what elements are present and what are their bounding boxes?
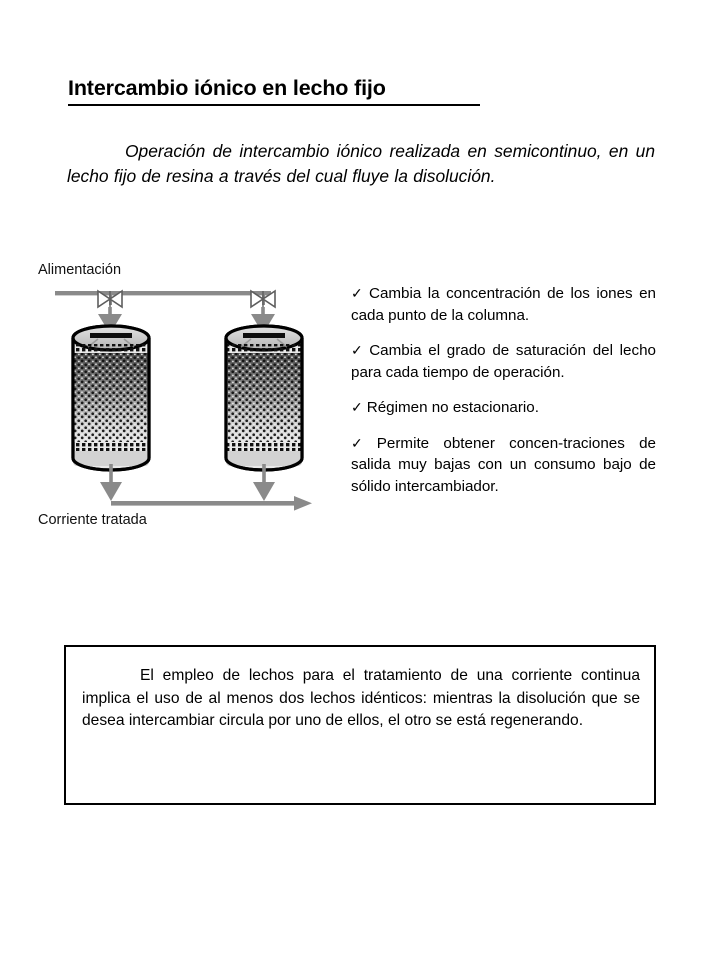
list-item-label: Cambia el grado de saturación del lecho para cada tiempo de operación. (351, 342, 656, 381)
list-item (351, 397, 656, 419)
checkmark-icon: ✓ (351, 342, 366, 359)
feed-valve-column-2 (251, 291, 275, 307)
feed-header-line (55, 291, 271, 295)
list-item-label: Cambia la concentración de los iones en cada punto de la columna. (351, 285, 656, 324)
treated-stream-line (111, 496, 312, 511)
checkmark-icon: ✓ (351, 399, 363, 416)
ion-exchange-column-2 (226, 326, 302, 470)
feature-bullet-list (351, 283, 656, 498)
checkmark-icon: ✓ (351, 434, 373, 451)
list-item (351, 433, 656, 498)
list-item-label: Permite obtener concen-traciones de salida muy bajas con un consumo bajo de sólido intercambiador. (351, 434, 657, 496)
intro-paragraph: Operación de intercambio iónico realizada en semicontinuo, en un lecho fijo de resina a través del cual fluye la disolución. (67, 141, 655, 186)
note-box (64, 645, 656, 805)
outlet-label-text: Corriente tratada (38, 512, 147, 528)
list-item-label: Régimen no estacionario. (366, 399, 539, 417)
page-title: Intercambio iónico en lecho fijo (68, 76, 386, 100)
title-underline (68, 104, 480, 106)
feed-valve-column-1 (98, 291, 122, 307)
process-diagram (28, 258, 328, 538)
note-box-text: El empleo de lechos para el tratamiento de una corriente continua implica el uso de al menos dos lechos idénticos: mientras la disolución que se desea intercambiar circula por uno de ellos, el otro se está regenerando. (82, 667, 640, 730)
list-item (351, 283, 656, 326)
feed-label-text: Alimentación (38, 262, 122, 278)
checkmark-icon: ✓ (351, 285, 365, 301)
ion-exchange-column-1 (73, 326, 149, 470)
list-item (351, 340, 656, 383)
